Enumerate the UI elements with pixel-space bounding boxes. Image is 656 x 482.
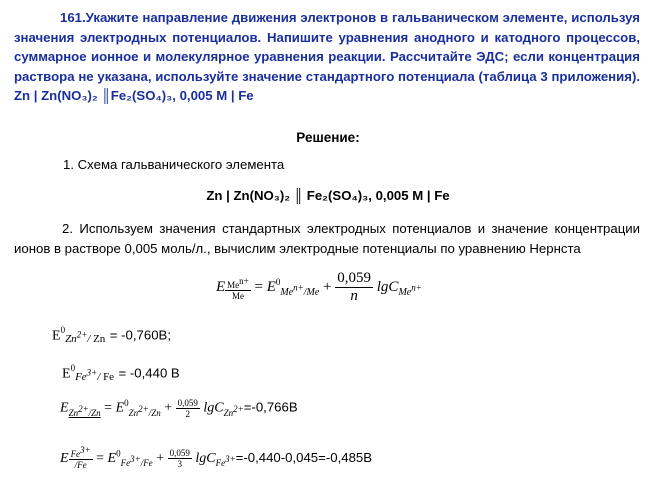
task-text: Укажите направление движения электронов в гальваническом элементе, используя значения электродных потенциалов. Напишите уравнения анодного и катодного процессов, суммарное ионное и молекулярное уравнения реакции. Рассчитайте ЭДС; если концентрация раствора не указана, используйте значение стандартного потенциала (таблица 3 приложения). Zn | Zn(NO₃)₂ ║Fe₂(SO₄)₃, 0,005 М | Fe bbox=[14, 10, 640, 104]
e0-zn-line: $E^0Zn^{2+}/$ Zn = -0,760В; bbox=[52, 325, 171, 346]
nernst-coef: 0,059 bbox=[337, 270, 372, 286]
step-1-text: 1. Схема гальванического элемента bbox=[63, 157, 285, 172]
task-statement bbox=[14, 8, 640, 106]
fe-potential-calc: E $\frac{Fe^{3+}}{/Fe}$ = $E^0_{Fe^{3+}/Fe}$ + $\frac{0,059}{3}$ lgC$_{Fe^{3+}}$=-0,440-0,045=-0,485В bbox=[60, 445, 373, 470]
task-number: 161. bbox=[60, 10, 86, 25]
e0-fe-line: $E^0Fe^{3+}/$ Fe = -0,440 В bbox=[62, 363, 180, 384]
e0-fe-value: = -0,440 В bbox=[118, 365, 180, 381]
fe-potential-result: =-0,440-0,045=-0,485В bbox=[235, 450, 373, 465]
step-2-text: 2. Используем значения стандартных электродных потенциалов и значение концентрации ионов в растворе 0,005 моль/л., вычислим электродные потенциалы по уравнению Нернста bbox=[14, 221, 640, 256]
solution-heading: Решение: bbox=[296, 130, 360, 145]
e0-zn-value: = -0,760В; bbox=[109, 327, 171, 343]
nernst-equation: E $\frac{Me^{n+}}{Me}$ = $E^0_{Me^{n+}/Me}$ + $\frac{0,059}{n}$ lgC$_{Me^{n+}}$ bbox=[216, 270, 422, 304]
nernst-den: n bbox=[350, 288, 358, 304]
zn-potential-result: =-0,766В bbox=[243, 399, 298, 415]
zn-potential-calc: $E_{Zn^{2+}/Zn} = E^0_{Zn^{2+}/Zn}$ + $\frac{0,059}{2}$ lgC$_{Zn^{2+}}$=-0,766В bbox=[60, 398, 298, 419]
cell-scheme: Zn | Zn(NO₃)₂ ║ Fe₂(SO₄)₃, 0,005 M | Fe bbox=[206, 188, 450, 203]
